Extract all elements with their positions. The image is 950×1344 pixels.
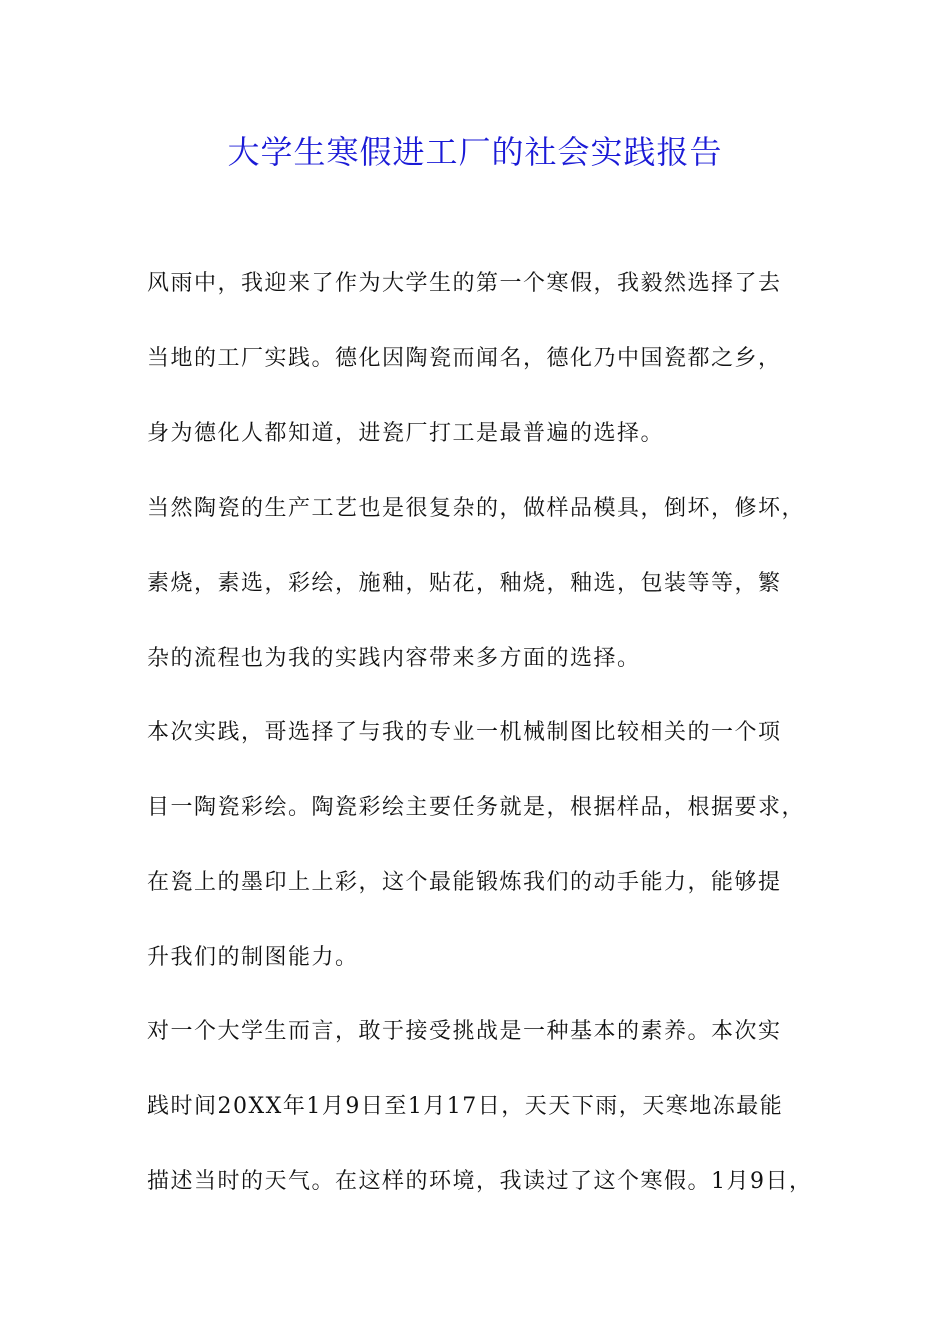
body-line: 风雨中，我迎来了作为大学生的第一个寒假，我毅然选择了去 xyxy=(147,271,782,296)
body-line: 杂的流程也为我的实践内容带来多方面的选择。 xyxy=(147,646,641,671)
body-line: 本次实践，哥选择了与我的专业一机械制图比较相关的一个项 xyxy=(147,720,782,745)
document-title: 大学生寒假进工厂的社会实践报告 xyxy=(227,133,723,171)
body-line: 当然陶瓷的生产工艺也是很复杂的，做样品模具，倒坏，修坏， xyxy=(147,496,806,521)
body-line: 素烧，素选，彩绘，施釉，贴花，釉烧，釉选，包装等等，繁 xyxy=(147,571,782,596)
body-line: 目一陶瓷彩绘。陶瓷彩绘主要任务就是，根据样品，根据要求， xyxy=(147,795,806,820)
body-line: 对一个大学生而言，敢于接受挑战是一种基本的素养。本次实 xyxy=(147,1019,782,1044)
body-line: 当地的工厂实践。德化因陶瓷而闻名，德化乃中国瓷都之乡， xyxy=(147,346,782,371)
body-line: 升我们的制图能力。 xyxy=(147,945,359,970)
body-line: 在瓷上的墨印上上彩，这个最能锻炼我们的动手能力，能够提 xyxy=(147,870,782,895)
body-line: 身为德化人都知道，进瓷厂打工是最普遍的选择。 xyxy=(147,421,665,446)
body-line: 践时间20XX年1月9日至1月17日，天天下雨，天寒地冻最能 xyxy=(147,1094,784,1119)
body-line: 描述当时的天气。在这样的环境，我读过了这个寒假。1月9日， xyxy=(147,1169,813,1194)
